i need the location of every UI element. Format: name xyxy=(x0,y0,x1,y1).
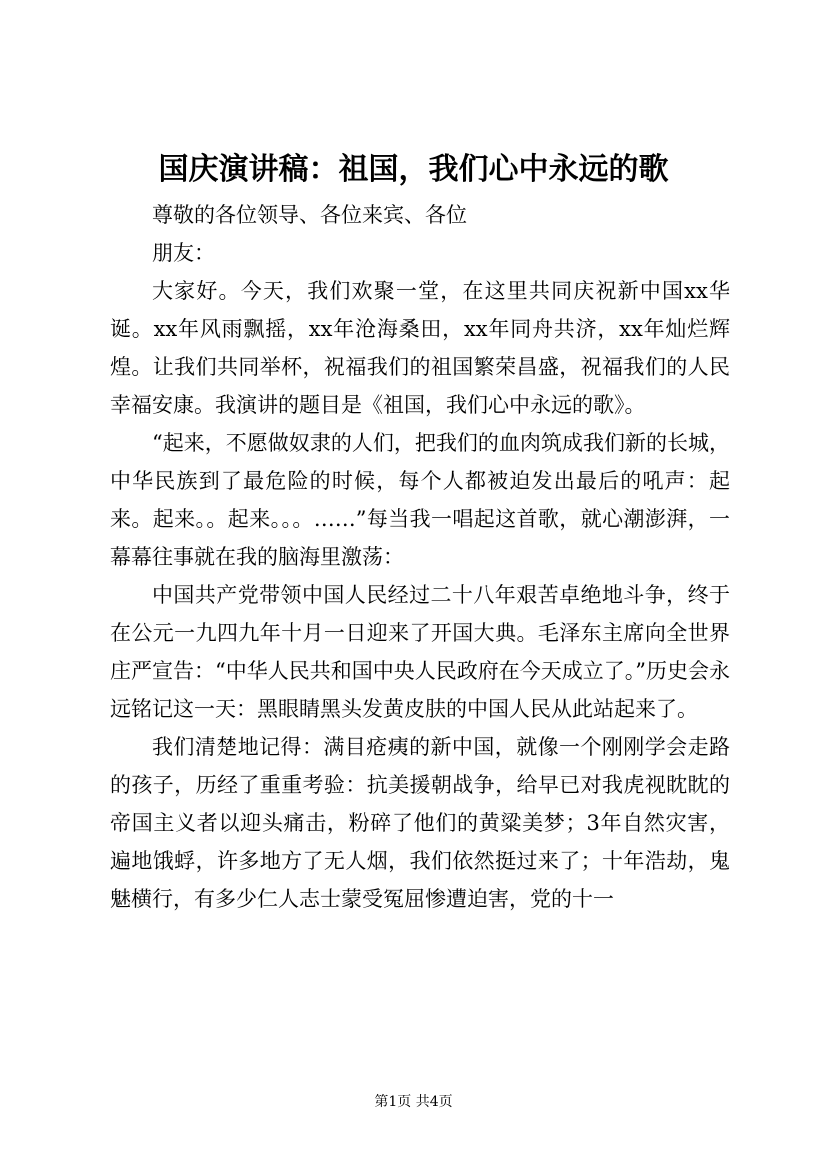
body-paragraph: 大家好。今天，我们欢聚一堂，在这里共同庆祝新中国xx华诞。xx年风雨飘摇，xx年沧海桑田，xx年同舟共济，xx年灿烂辉煌。让我们共同举杯，祝福我们的祖国繁荣昌盛，祝福我们的人民幸福安康。我演讲的题目是《祖国，我们心中永远的歌》。 xyxy=(110,279,730,417)
page-number-footer: 第1页 共4页 xyxy=(374,1094,453,1110)
greeting-line: 尊敬的各位领导、各位来宾、各位 xyxy=(152,203,467,227)
document-body xyxy=(110,196,730,918)
body-paragraph: 我们清楚地记得：满目疮痍的新中国，就像一个刚刚学会走路的孩子，历经了重重考验：抗美援朝战争，给早已对我虎视眈眈的帝国主义者以迎头痛击，粉碎了他们的黄粱美梦；3年自然灾害，遍地饿蜉，许多地方了无人烟，我们依然挺过来了；十年浩劫，鬼魅横行，有多少仁人志士蒙受冤屈惨遭迫害，党的十一 xyxy=(110,735,730,911)
body-paragraph: 中国共产党带领中国人民经过二十八年艰苦卓绝地斗争，终于在公元一九四九年十月一日迎来了开国大典。毛泽东主席向全世界庄严宣告：“中华人民共和国中央人民政府在今天成立了。”历史会永远铭记这一天：黑眼睛黑头发黄皮肤的中国人民从此站起来了。 xyxy=(110,583,730,721)
document-title: 国庆演讲稿：祖国，我们心中永远的歌 xyxy=(158,152,669,187)
greeting-line: 朋友： xyxy=(152,241,215,265)
body-paragraph: “起来，不愿做奴隶的人们，把我们的血肉筑成我们新的长城，中华民族到了最危险的时候，每个人都被迫发出最后的吼声：起来。起来。。起来。。。……”每当我一唱起这首歌，就心潮澎湃，一幕幕往事就在我的脑海里激荡： xyxy=(110,431,730,569)
